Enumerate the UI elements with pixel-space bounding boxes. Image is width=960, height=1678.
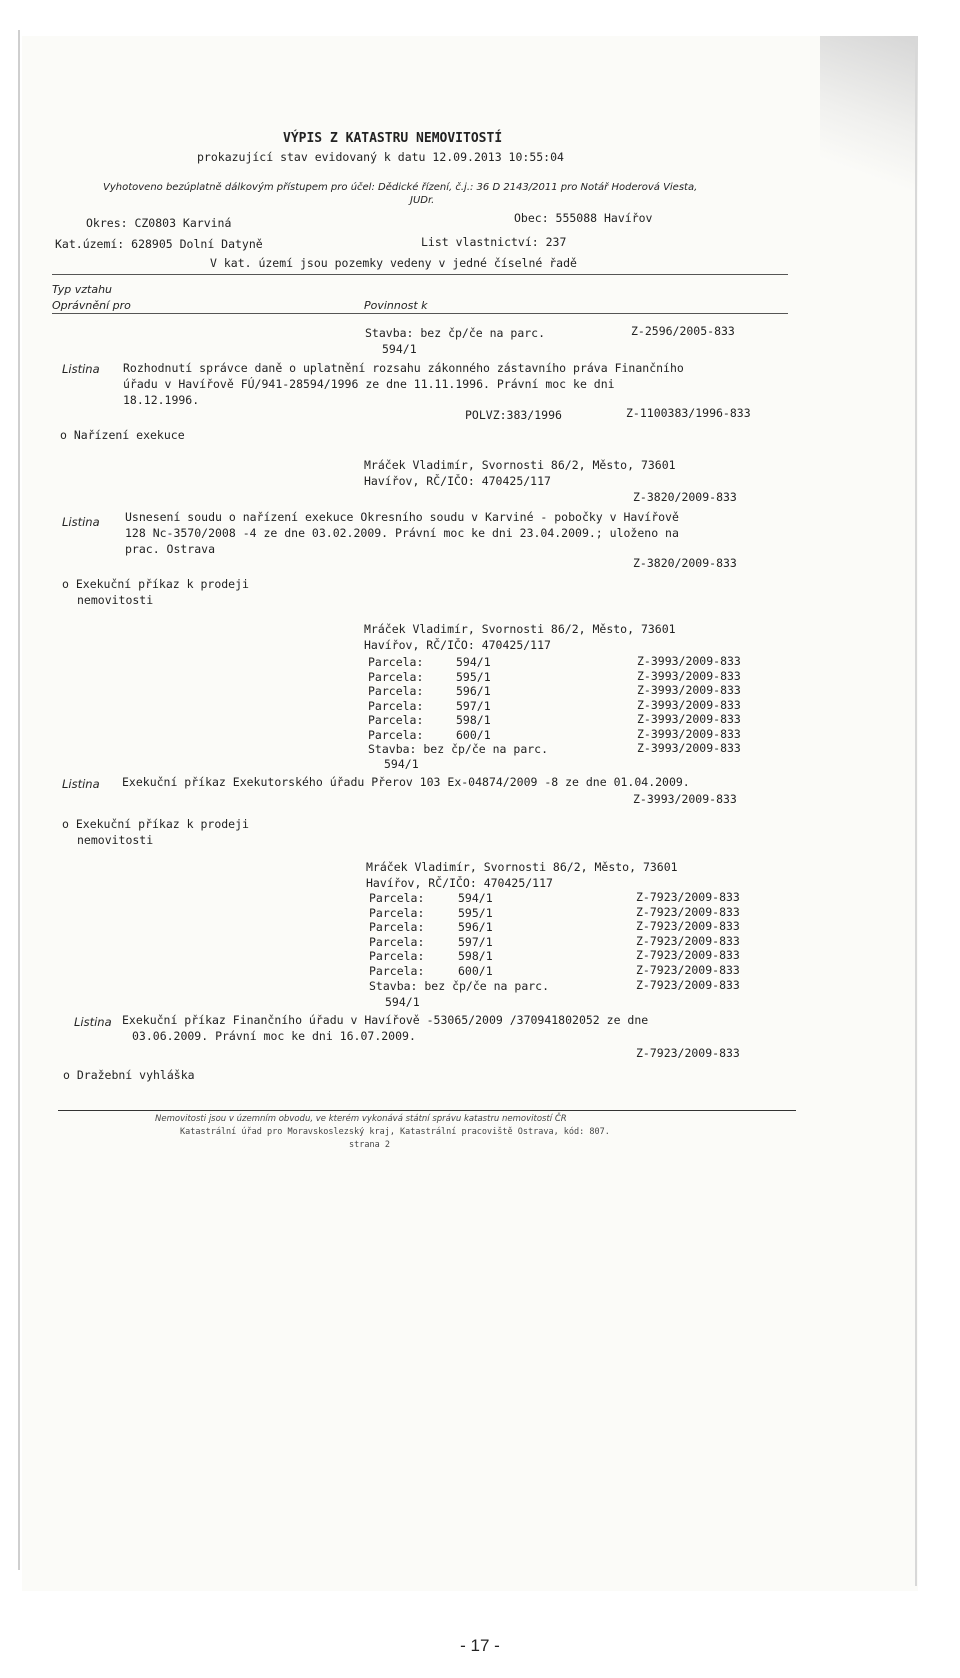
block1-z-number: Z-2596/2005-833	[631, 324, 735, 338]
block3-parcel-row-label: Parcela:	[368, 728, 424, 742]
footer-divider	[58, 1110, 796, 1111]
block3-heading-2: nemovitosti	[77, 593, 154, 607]
column-divider	[52, 313, 788, 314]
column-povinnost: Povinnost k	[364, 299, 428, 312]
list-vlastnictvi: List vlastnictví: 237	[421, 235, 567, 249]
block4-parcel-row-z-number: Z-7923/2009-833	[636, 890, 740, 904]
block4-stavba: Stavba: bez čp/če na parc.	[369, 979, 550, 993]
block4-parcel-row-number: 597/1	[458, 934, 493, 949]
block2-listina-line-1: Usnesení soudu o nařízení exekuce Okresního soudu v Karviné - pobočky v Havířově	[125, 510, 679, 524]
block4-parcel-row-z-number: Z-7923/2009-833	[636, 963, 740, 977]
document-subtitle: prokazující stav evidovaný k datu 12.09.2013 10:55:04	[197, 150, 564, 164]
block4-parcel-row-number: 600/1	[458, 964, 493, 978]
block3-stavba: Stavba: bez čp/če na parc.	[368, 742, 549, 756]
block3-stavba-z: Z-3993/2009-833	[637, 741, 741, 755]
block4-listina-line-2: 03.06.2009. Právní moc ke dni 16.07.2009.	[132, 1029, 416, 1043]
block2-heading: o Nařízení exekuce	[60, 428, 185, 442]
block4-parcel-row-label: Parcela:	[369, 905, 425, 920]
scan-shadow	[820, 36, 918, 226]
block4-parcel-row-label: Parcela:	[369, 934, 425, 949]
column-opravneni: Oprávnění pro	[52, 299, 131, 312]
block4-z-number-2: Z-7923/2009-833	[636, 1046, 740, 1060]
block3-parcel-row-z-number: Z-3993/2009-833	[637, 683, 741, 698]
document-title: VÝPIS Z KATASTRU NEMOVITOSTÍ	[283, 131, 503, 146]
block4-parcel-row-z-number: Z-7923/2009-833	[636, 933, 740, 948]
block3-parcel-row-label: Parcela:	[368, 669, 424, 684]
block3-parcel-row-number: 594/1	[456, 655, 491, 669]
block4-parcel-row-label: Parcela:	[369, 891, 425, 905]
purpose-line-2: JUDr.	[410, 195, 435, 206]
divider	[52, 274, 788, 275]
block1-listina-line-1: Rozhodnutí správce daně o uplatnění rozsahu zákonného zástavního práva Finančního	[123, 361, 684, 375]
block4-person-line-1: Mráček Vladimír, Svornosti 86/2, Město, 73601	[366, 860, 678, 874]
block2-person-line-2: Havířov, RČ/IČO: 470425/117	[364, 474, 551, 488]
block4-listina-line-1: Exekuční příkaz Finančního úřadu v Havířově -53065/2009 /370941802052 ze dne	[122, 1013, 649, 1027]
block2-person-line-1: Mráček Vladimír, Svornosti 86/2, Město, 73601	[364, 458, 676, 472]
katastralni-uzemi: Kat.území: 628905 Dolní Datyně	[55, 237, 263, 251]
purpose-line-1: Vyhotoveno bezúplatně dálkovým přístupem pro účel: Dědické řízení, č.j.: 36 D 2143/2011 pro Notář Hoderová Viesta,	[103, 182, 698, 193]
block4-parcel-row-number: 598/1	[458, 949, 493, 964]
obec: Obec: 555088 Havířov	[514, 211, 653, 225]
block3-parcel-row-number: 596/1	[456, 684, 491, 699]
block4-heading-2: nemovitosti	[77, 833, 154, 847]
block4-heading-1: o Exekuční příkaz k prodeji	[62, 817, 249, 831]
block4-parcel-row-label: Parcela:	[369, 964, 425, 978]
scan-edge-left	[18, 30, 20, 1570]
block3-parcel-row-label: Parcela:	[368, 684, 424, 699]
block4-parcel-row-number: 594/1	[458, 891, 493, 905]
block1-polvz: POLVZ:383/1996	[465, 408, 562, 422]
block3-parcel-row-z-number: Z-3993/2009-833	[637, 712, 741, 727]
block3-listina-line-1: Exekuční příkaz Exekutorského úřadu Přerov 103 Ex-04874/2009 -8 ze dne 01.04.2009.	[122, 775, 690, 789]
block3-z-number-2: Z-3993/2009-833	[633, 792, 737, 806]
block2-listina-label: Listina	[62, 515, 100, 529]
footer-line-2: Katastrální úřad pro Moravskoslezský kraj, Katastrální pracoviště Ostrava, kód: 807.	[180, 1127, 610, 1137]
block3-parcel-row-z-number: Z-3993/2009-833	[637, 727, 741, 741]
block1-listina-line-3: 18.12.1996.	[123, 393, 200, 407]
block3-parcel-row-number: 595/1	[456, 669, 491, 684]
block2-listina-line-2: 128 Nc-3570/2008 -4 ze dne 03.02.2009. Právní moc ke dni 23.04.2009.; uloženo na	[125, 526, 679, 540]
block3-parcel-row-number: 598/1	[456, 713, 491, 728]
block3-parcel: 594/1	[384, 757, 419, 771]
footer-line-1: Nemovitosti jsou v územním obvodu, ve kterém vykonává státní správu katastru nemovitostí ČR	[155, 1114, 567, 1124]
block3-parcel-row-z-number: Z-3993/2009-833	[637, 668, 741, 683]
block3-parcel-row-label: Parcela:	[368, 713, 424, 728]
block4-parcel-row-z-number: Z-7923/2009-833	[636, 904, 740, 919]
block3-parcel-row-number: 600/1	[456, 728, 491, 742]
block3-parcel-row-label: Parcela:	[368, 698, 424, 713]
column-typ-vztahu: Typ vztahu	[52, 283, 113, 296]
block3-parcel-row-label: Parcela:	[368, 655, 424, 669]
block4-parcel-row-label: Parcela:	[369, 949, 425, 964]
block2-z-number-2: Z-3820/2009-833	[633, 556, 737, 570]
block4-parcel-row-z-number: Z-7923/2009-833	[636, 948, 740, 963]
block3-parcel-row-z-number: Z-3993/2009-833	[637, 654, 741, 668]
block4-stavba-z: Z-7923/2009-833	[636, 978, 740, 992]
block4-parcel-row-number: 596/1	[458, 920, 493, 935]
block1-z-number-2: Z-1100383/1996-833	[626, 406, 751, 420]
block4-person-line-2: Havířov, RČ/IČO: 470425/117	[366, 876, 553, 890]
block1-stavba: Stavba: bez čp/če na parc.	[365, 326, 546, 340]
block4-parcel-row-number: 595/1	[458, 905, 493, 920]
block1-parcel: 594/1	[382, 342, 417, 356]
block1-listina-label: Listina	[62, 362, 100, 376]
numbering-note: V kat. území jsou pozemky vedeny v jedné číselné řadě	[210, 256, 577, 270]
block4-listina-label: Listina	[74, 1015, 112, 1029]
block3-heading-1: o Exekuční příkaz k prodeji	[62, 577, 249, 591]
block3-parcel-row-z-number: Z-3993/2009-833	[637, 697, 741, 712]
block3-parcel-row-number: 597/1	[456, 698, 491, 713]
page-number: - 17 -	[460, 1636, 500, 1655]
block3-person-line-1: Mráček Vladimír, Svornosti 86/2, Město, 73601	[364, 622, 676, 636]
block4-parcel-row-z-number: Z-7923/2009-833	[636, 919, 740, 934]
block4-parcel: 594/1	[385, 995, 420, 1009]
footer-page-label: strana 2	[349, 1140, 390, 1150]
block3-listina-label: Listina	[62, 777, 100, 791]
scan-edge-right	[915, 36, 917, 1586]
block2-z-number: Z-3820/2009-833	[633, 490, 737, 504]
block2-listina-line-3: prac. Ostrava	[125, 542, 216, 556]
block5-heading: o Dražební vyhláška	[63, 1068, 195, 1082]
okres: Okres: CZ0803 Karviná	[86, 216, 232, 230]
block1-listina-line-2: úřadu v Havířově FÚ/941-28594/1996 ze dne 11.11.1996. Právní moc ke dni	[123, 377, 615, 391]
block4-parcel-row-label: Parcela:	[369, 920, 425, 935]
block3-person-line-2: Havířov, RČ/IČO: 470425/117	[364, 638, 551, 652]
